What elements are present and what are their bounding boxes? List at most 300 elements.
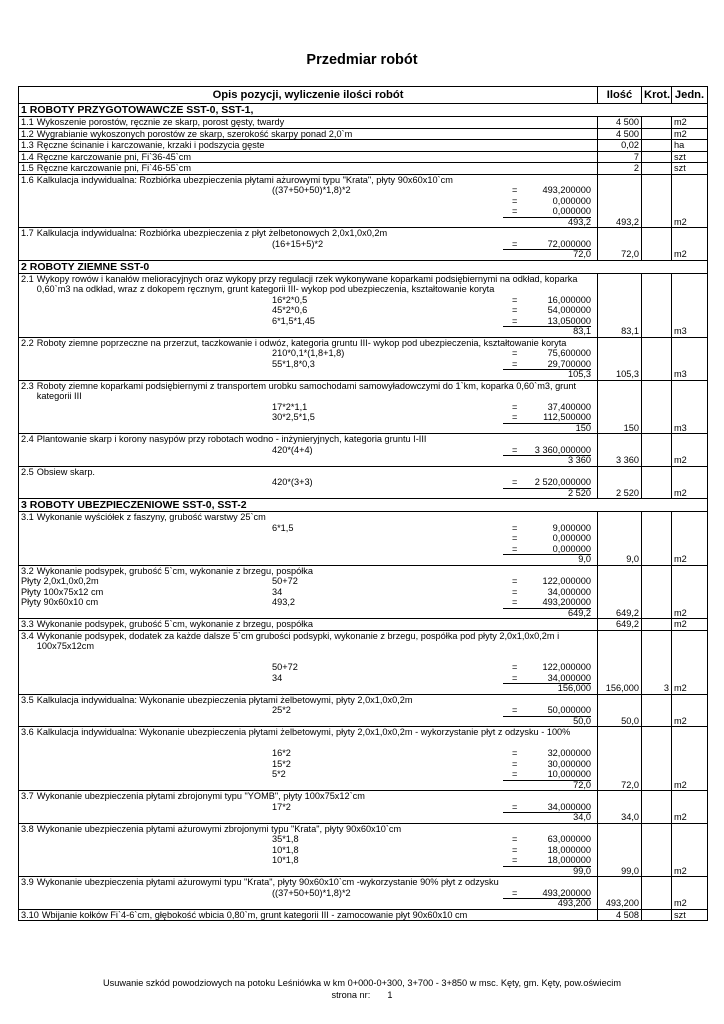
calc-expression: 50+72 <box>272 576 298 586</box>
calc-equals: = <box>512 477 518 487</box>
table-row <box>19 128 708 140</box>
table-row <box>19 337 708 380</box>
calc-equals: = <box>512 294 518 305</box>
calc-value: 13,050000 <box>547 315 591 326</box>
quantity-cell: 9,0 <box>598 512 642 566</box>
quantity-cell: 649,2 <box>598 619 642 631</box>
calc-expression: 420*(4+4) <box>272 444 313 455</box>
calc-expression: 16*2 <box>272 748 291 758</box>
position-number: 1.7 <box>21 228 34 238</box>
calc-equals: = <box>512 315 518 326</box>
calc-equals: = <box>512 672 518 683</box>
unit-cell: szt <box>672 909 708 921</box>
position-number: 1.4 <box>21 151 34 162</box>
unit-cell: m2 <box>672 823 708 877</box>
calc-value: 0,000000 <box>552 206 591 216</box>
calc-value: 0,000000 <box>552 195 591 206</box>
position-number: 3.9 <box>21 877 34 887</box>
description-line <box>21 140 595 151</box>
multiplier-cell <box>642 565 672 619</box>
unit-cell: ha <box>672 140 708 152</box>
calc-expression: 210*0,1*(1,8+1,8) <box>272 348 345 358</box>
description-line <box>21 512 595 523</box>
calc-line <box>21 196 595 207</box>
multiplier-cell: 3 <box>642 630 672 694</box>
calc-value: 34,000000 <box>547 586 591 597</box>
description-line <box>21 129 595 140</box>
multiplier-cell <box>642 273 672 337</box>
table-row <box>19 228 708 261</box>
position-description <box>19 694 598 727</box>
calc-line <box>21 705 595 716</box>
position-description <box>19 791 598 824</box>
position-number: 1.1 <box>21 117 34 127</box>
position-description <box>19 163 598 175</box>
table-header-row <box>19 87 708 104</box>
calc-equals: = <box>512 533 518 543</box>
calc-line <box>21 445 595 456</box>
unit-cell: m2 <box>672 466 708 499</box>
description-line <box>21 824 595 835</box>
table-row <box>19 791 708 824</box>
multiplier-cell <box>642 909 672 921</box>
multiplier-cell <box>642 380 672 434</box>
calc-expression: 25*2 <box>272 705 291 715</box>
calc-value: 10,000000 <box>547 769 591 779</box>
quantity-cell: 34,0 <box>598 791 642 824</box>
position-description <box>19 512 598 566</box>
calc-total-line <box>21 716 595 727</box>
calc-value: 122,000000 <box>542 662 591 672</box>
description-line <box>21 274 595 295</box>
calc-total-line <box>21 249 595 260</box>
unit-cell: m3 <box>672 273 708 337</box>
description-line <box>21 619 595 630</box>
position-description <box>19 140 598 152</box>
calc-expression: 34 <box>272 586 283 597</box>
unit-cell: m2 <box>672 228 708 261</box>
unit-cell: m2 <box>672 727 708 791</box>
calc-equals: = <box>512 834 518 844</box>
calc-line <box>21 523 595 534</box>
position-number: 2.2 <box>21 337 34 348</box>
calc-line <box>21 748 595 759</box>
calc-line <box>21 305 595 316</box>
position-text: Wykonanie podsypek, grubość 5`cm, wykonanie z brzegu, pospółka <box>36 619 313 629</box>
calc-value: 16,000000 <box>547 294 591 305</box>
header-ilosc: Ilość <box>598 87 642 104</box>
description-line <box>21 381 595 402</box>
multiplier-cell <box>642 877 672 910</box>
page-title: Przedmiar robót <box>306 52 418 68</box>
table-row <box>19 434 708 467</box>
position-description <box>19 128 598 140</box>
calc-line <box>21 587 595 598</box>
calc-total: 105,3 <box>503 369 591 380</box>
description-line <box>21 566 595 577</box>
calc-total: 150 <box>503 423 591 434</box>
calc-line <box>21 802 595 813</box>
calc-value: 9,000000 <box>552 522 591 533</box>
description-line <box>21 228 595 239</box>
position-description <box>19 823 598 877</box>
calc-total-line <box>21 866 595 877</box>
unit-cell: m2 <box>672 434 708 467</box>
page-label: strona nr: <box>331 990 371 1000</box>
calc-total: 9,0 <box>503 554 591 565</box>
position-text: Wykonanie ubezpieczenia płytami ażurowymi typu "Krata", płyty 90x60x10`cm -wykorzystanie 90% płyt z odzysku <box>36 877 499 887</box>
table-row <box>19 694 708 727</box>
section-title: 2 ROBOTY ZIEMNE SST-0 <box>19 260 708 273</box>
multiplier-cell <box>642 512 672 566</box>
position-description <box>19 630 598 694</box>
description-line <box>21 163 595 174</box>
calc-value: 72,000000 <box>547 238 591 249</box>
unit-cell: m2 <box>672 694 708 727</box>
multiplier-cell <box>642 163 672 175</box>
calc-equals: = <box>512 543 518 554</box>
position-text: Wykopy rowów i kanałów melioracyjnych oraz wykopy przy regulacji rzek wykonywane koparkami podsiębiernymi na odkład, koparka 0,60`m3 na odkład, wraz z dokopem ręcznym, grunt kategorii III- wykop pod ubezpieczenia, kształtowanie koryta <box>36 273 578 294</box>
table-row <box>19 909 708 921</box>
table-row <box>19 877 708 910</box>
description-line <box>21 175 595 186</box>
position-number: 1.2 <box>21 128 34 139</box>
calc-value: 30,000000 <box>547 758 591 769</box>
calc-expression: 6*1,5*1,45 <box>272 315 315 326</box>
position-description <box>19 174 598 228</box>
calc-expression: 30*2,5*1,5 <box>272 412 315 422</box>
quantity-cell: 3 360 <box>598 434 642 467</box>
calc-expression: 55*1,8*0,3 <box>272 358 315 369</box>
position-text: Roboty ziemne koparkami podsiębiernymi z transportem urobku samochodami samowyładowczymi do 1`km, koparka 0,60`m3, grunt kategorii III <box>36 380 577 401</box>
calc-equals: = <box>512 238 518 249</box>
calc-value: 18,000000 <box>547 855 591 865</box>
calc-equals: = <box>512 705 518 715</box>
header-opis: Opis pozycji, wyliczenie ilości robót <box>19 87 598 104</box>
page-number <box>0 990 724 1000</box>
calc-value: 493,200000 <box>542 887 591 898</box>
quantity-cell: 4 500 <box>598 117 642 129</box>
calc-equals: = <box>512 195 518 206</box>
calc-equals: = <box>512 185 518 195</box>
calc-total: 83,1 <box>503 326 591 337</box>
position-text: Kalkulacja indywidualna: Rozbiórka ubezpieczenia z płyt żelbetonowych 2,0x1,0x0,2m <box>36 228 388 238</box>
calc-expression: 5*2 <box>272 769 286 779</box>
multiplier-cell <box>642 727 672 791</box>
unit-cell: m2 <box>672 630 708 694</box>
calc-line <box>21 402 595 413</box>
calc-expression: 420*(3+3) <box>272 477 313 487</box>
position-description <box>19 434 598 467</box>
position-text: Ręczne karczowanie pni, Fi`46-55`cm <box>36 163 191 173</box>
calc-expression: 17*2*1,1 <box>272 401 308 412</box>
calc-value: 54,000000 <box>547 305 591 315</box>
header-krot: Krot. <box>642 87 672 104</box>
calc-equals: = <box>512 576 518 586</box>
calc-equals: = <box>512 305 518 315</box>
calc-total-line <box>21 326 595 337</box>
calc-equals: = <box>512 597 518 607</box>
position-number: 3.7 <box>21 791 34 801</box>
calc-line <box>21 576 595 587</box>
calc-value: 75,600000 <box>547 348 591 358</box>
calc-total-line <box>21 683 595 694</box>
calc-value: 0,000000 <box>552 543 591 554</box>
multiplier-cell <box>642 128 672 140</box>
position-text: Wykonanie podsypek, dodatek za każde dalsze 5`cm grubości podsypki, wykonanie z brzegu, pospółka pod płyty 2,0x1,0x0,2m i 100x75x12cm <box>36 630 560 651</box>
calc-line <box>21 888 595 899</box>
position-description <box>19 151 598 163</box>
position-number: 3.1 <box>21 512 34 522</box>
calc-total: 72,0 <box>503 780 591 791</box>
calc-expression: 6*1,5 <box>272 522 294 533</box>
calc-total-line <box>21 898 595 909</box>
description-line <box>21 467 595 478</box>
position-text: Wykonanie wyściółek z faszyny, grubość warstwy 25`cm <box>36 512 266 522</box>
calc-total: 156,000 <box>503 683 591 694</box>
table-row <box>19 117 708 129</box>
section-title: 1 ROBOTY PRZYGOTOWAWCZE SST-0, SST-1, <box>19 104 708 117</box>
description-line <box>21 434 595 445</box>
unit-cell: m3 <box>672 380 708 434</box>
table-row <box>19 380 708 434</box>
position-text: Kalkulacja indywidualna: Rozbiórka ubezpieczenia płytami ażurowymi typu "Krata", płyty 90x60x10`cm <box>36 174 453 185</box>
section-row <box>19 260 708 273</box>
calc-expression: 35*1,8 <box>272 834 299 844</box>
calc-expression: 10*1,8 <box>272 855 299 865</box>
calc-equals: = <box>512 844 518 855</box>
position-text: Ręczne karczowanie pni, Fi`36-45`cm <box>36 151 191 162</box>
quantity-cell: 0,02 <box>598 140 642 152</box>
calc-expression: 10*1,8 <box>272 844 299 855</box>
calc-line <box>21 533 595 544</box>
calc-value: 0,000000 <box>552 533 591 543</box>
position-description <box>19 337 598 380</box>
calc-line <box>21 295 595 306</box>
calc-total-line <box>21 217 595 228</box>
position-number: 1.6 <box>21 174 34 185</box>
position-text: Kalkulacja indywidualna: Wykonanie ubezpieczenia płytami żelbetowymi, płyty 2,0x1,0x0,2m - wykorzystanie płyt z odzysku - 100% <box>36 727 571 737</box>
quantity-cell: 493,200 <box>598 877 642 910</box>
quantity-cell: 2 <box>598 163 642 175</box>
calc-total-line <box>21 608 595 619</box>
table-row <box>19 151 708 163</box>
quantity-cell: 83,1 <box>598 273 642 337</box>
calc-equals: = <box>512 206 518 216</box>
position-description <box>19 117 598 129</box>
position-number: 2.3 <box>21 380 34 391</box>
quantity-cell: 156,000 <box>598 630 642 694</box>
multiplier-cell <box>642 619 672 631</box>
calc-equals: = <box>512 801 518 812</box>
quantity-cell: 99,0 <box>598 823 642 877</box>
calc-value: 493,200000 <box>542 185 591 195</box>
calc-expression: ((37+50+50)*1,8)*2 <box>272 887 351 898</box>
calc-line <box>21 316 595 327</box>
position-description <box>19 877 598 910</box>
calc-expression: 17*2 <box>272 801 291 812</box>
calc-equals: = <box>512 412 518 422</box>
cost-table <box>18 86 708 921</box>
calc-line <box>21 662 595 673</box>
calc-label: Płyty 90x60x10 cm <box>21 597 99 607</box>
position-text: Wykonanie ubezpieczenia płytami zbrojonymi typu "YOMB", płyty 100x75x12`cm <box>36 791 365 801</box>
position-number: 3.2 <box>21 565 34 576</box>
position-number: 3.3 <box>21 619 34 629</box>
calc-label: Płyty 2,0x1,0x0,2m <box>21 576 99 586</box>
calc-line <box>21 738 595 749</box>
description-line <box>21 695 595 706</box>
table-row <box>19 565 708 619</box>
calc-value: 32,000000 <box>547 748 591 758</box>
calc-equals: = <box>512 348 518 358</box>
calc-total-line <box>21 812 595 823</box>
position-description <box>19 565 598 619</box>
table-row <box>19 140 708 152</box>
position-text: Wykonanie ubezpieczenia płytami ażurowymi zbrojonymi typu "Krata", płyty 90x60x10`cm <box>36 823 402 834</box>
calc-expression: (16+15+5)*2 <box>272 238 324 249</box>
position-text: Wygrabianie wykoszonych porostów ze skarp, szerokość skarpy ponad 2,0`m <box>36 128 353 139</box>
calc-total: 3 360 <box>503 455 591 466</box>
position-number: 3.10 <box>21 909 39 920</box>
calc-total: 72,0 <box>503 249 591 260</box>
calc-line <box>21 652 595 663</box>
multiplier-cell <box>642 434 672 467</box>
position-description <box>19 727 598 791</box>
calc-equals: = <box>512 522 518 533</box>
table-row <box>19 466 708 499</box>
quantity-cell: 50,0 <box>598 694 642 727</box>
calc-total: 493,2 <box>503 217 591 228</box>
position-text: Roboty ziemne poprzeczne na przerzut, taczkowanie i odwóz, kategoria gruntu III- wykop pod ubezpieczenia, kształtowanie koryta <box>36 337 567 348</box>
multiplier-cell <box>642 823 672 877</box>
calc-total: 2 520 <box>503 488 591 499</box>
table-row <box>19 727 708 791</box>
calc-total-line <box>21 423 595 434</box>
position-description <box>19 228 598 261</box>
unit-cell: m3 <box>672 337 708 380</box>
calc-equals: = <box>512 887 518 898</box>
calc-total-line <box>21 488 595 499</box>
multiplier-cell <box>642 791 672 824</box>
unit-cell: m2 <box>672 877 708 910</box>
section-row <box>19 104 708 117</box>
calc-equals: = <box>512 855 518 865</box>
description-line <box>21 727 595 738</box>
table-row <box>19 823 708 877</box>
calc-equals: = <box>512 769 518 779</box>
multiplier-cell <box>642 694 672 727</box>
multiplier-cell <box>642 140 672 152</box>
calc-expression: 493,2 <box>272 597 295 607</box>
quantity-cell: 72,0 <box>598 727 642 791</box>
header-jedn: Jedn. <box>672 87 708 104</box>
unit-cell: m2 <box>672 619 708 631</box>
calc-line <box>21 206 595 217</box>
calc-value: 37,400000 <box>547 401 591 412</box>
calc-expression: 34 <box>272 672 283 683</box>
position-number: 2.1 <box>21 273 34 284</box>
description-line <box>21 791 595 802</box>
quantity-cell: 72,0 <box>598 228 642 261</box>
calc-expression: ((37+50+50)*1,8)*2 <box>272 185 351 195</box>
unit-cell: m2 <box>672 174 708 228</box>
quantity-cell: 2 520 <box>598 466 642 499</box>
unit-cell: m2 <box>672 791 708 824</box>
calc-expression: 45*2*0,6 <box>272 305 308 315</box>
position-text: Plantowanie skarp i korony nasypów przy robotach wodno - inżynieryjnych, kategoria gruntu I-III <box>36 434 427 444</box>
calc-value: 122,000000 <box>542 576 591 586</box>
position-text: Wbijanie kołków Fi`4-6`cm, głębokość wbicia 0,80`m, grunt kategorii III - zamocowanie płyt 90x60x10 cm <box>41 909 468 920</box>
description-line <box>21 631 595 652</box>
calc-line <box>21 673 595 684</box>
calc-line <box>21 477 595 488</box>
calc-expression: 15*2 <box>272 758 291 769</box>
position-number: 1.5 <box>21 163 34 173</box>
position-text: Kalkulacja indywidualna: Wykonanie ubezpieczenia płytami żelbetowymi, płyty 2,0x1,0x0,2m <box>36 694 413 705</box>
table-row <box>19 273 708 337</box>
calc-total-line <box>21 554 595 565</box>
calc-expression: 16*2*0,5 <box>272 294 308 305</box>
description-line <box>21 338 595 349</box>
unit-cell: szt <box>672 163 708 175</box>
calc-line <box>21 544 595 555</box>
calc-equals: = <box>512 758 518 769</box>
table-row <box>19 163 708 175</box>
position-text: Wykoszenie porostów, ręcznie ze skarp, porost gęsty, twardy <box>36 117 285 127</box>
calc-total-line <box>21 369 595 380</box>
quantity-cell: 4 508 <box>598 909 642 921</box>
quantity-cell: 7 <box>598 151 642 163</box>
quantity-cell: 150 <box>598 380 642 434</box>
position-text: Obsiew skarp. <box>36 466 95 477</box>
section-row <box>19 499 708 512</box>
position-number: 2.5 <box>21 466 34 477</box>
unit-cell: m2 <box>672 512 708 566</box>
calc-equals: = <box>512 662 518 672</box>
multiplier-cell <box>642 228 672 261</box>
calc-equals: = <box>512 444 518 455</box>
section-title: 3 ROBOTY UBEZPIECZENIOWE SST-0, SST-2 <box>19 499 708 512</box>
calc-label: Płyty 100x75x12 cm <box>21 586 104 597</box>
quantity-cell: 649,2 <box>598 565 642 619</box>
unit-cell: m2 <box>672 117 708 129</box>
page-number-value: 1 <box>387 990 393 1000</box>
calc-value: 50,000000 <box>547 705 591 715</box>
calc-total: 99,0 <box>503 866 591 877</box>
quantity-cell: 493,2 <box>598 174 642 228</box>
position-number: 3.6 <box>21 727 34 737</box>
table-row <box>19 619 708 631</box>
calc-line <box>21 185 595 196</box>
calc-equals: = <box>512 358 518 369</box>
calc-value: 3 360,000000 <box>534 444 591 455</box>
calc-total: 493,200 <box>503 898 591 909</box>
calc-line <box>21 239 595 250</box>
calc-value: 34,000000 <box>547 801 591 812</box>
calc-total-line <box>21 780 595 791</box>
calc-line <box>21 759 595 770</box>
position-description <box>19 909 598 921</box>
position-number: 2.4 <box>21 434 34 444</box>
unit-cell: szt <box>672 151 708 163</box>
calc-line <box>21 348 595 359</box>
calc-total: 50,0 <box>503 716 591 727</box>
calc-line <box>21 597 595 608</box>
table-row <box>19 512 708 566</box>
position-number: 1.3 <box>21 140 34 150</box>
position-description <box>19 380 598 434</box>
